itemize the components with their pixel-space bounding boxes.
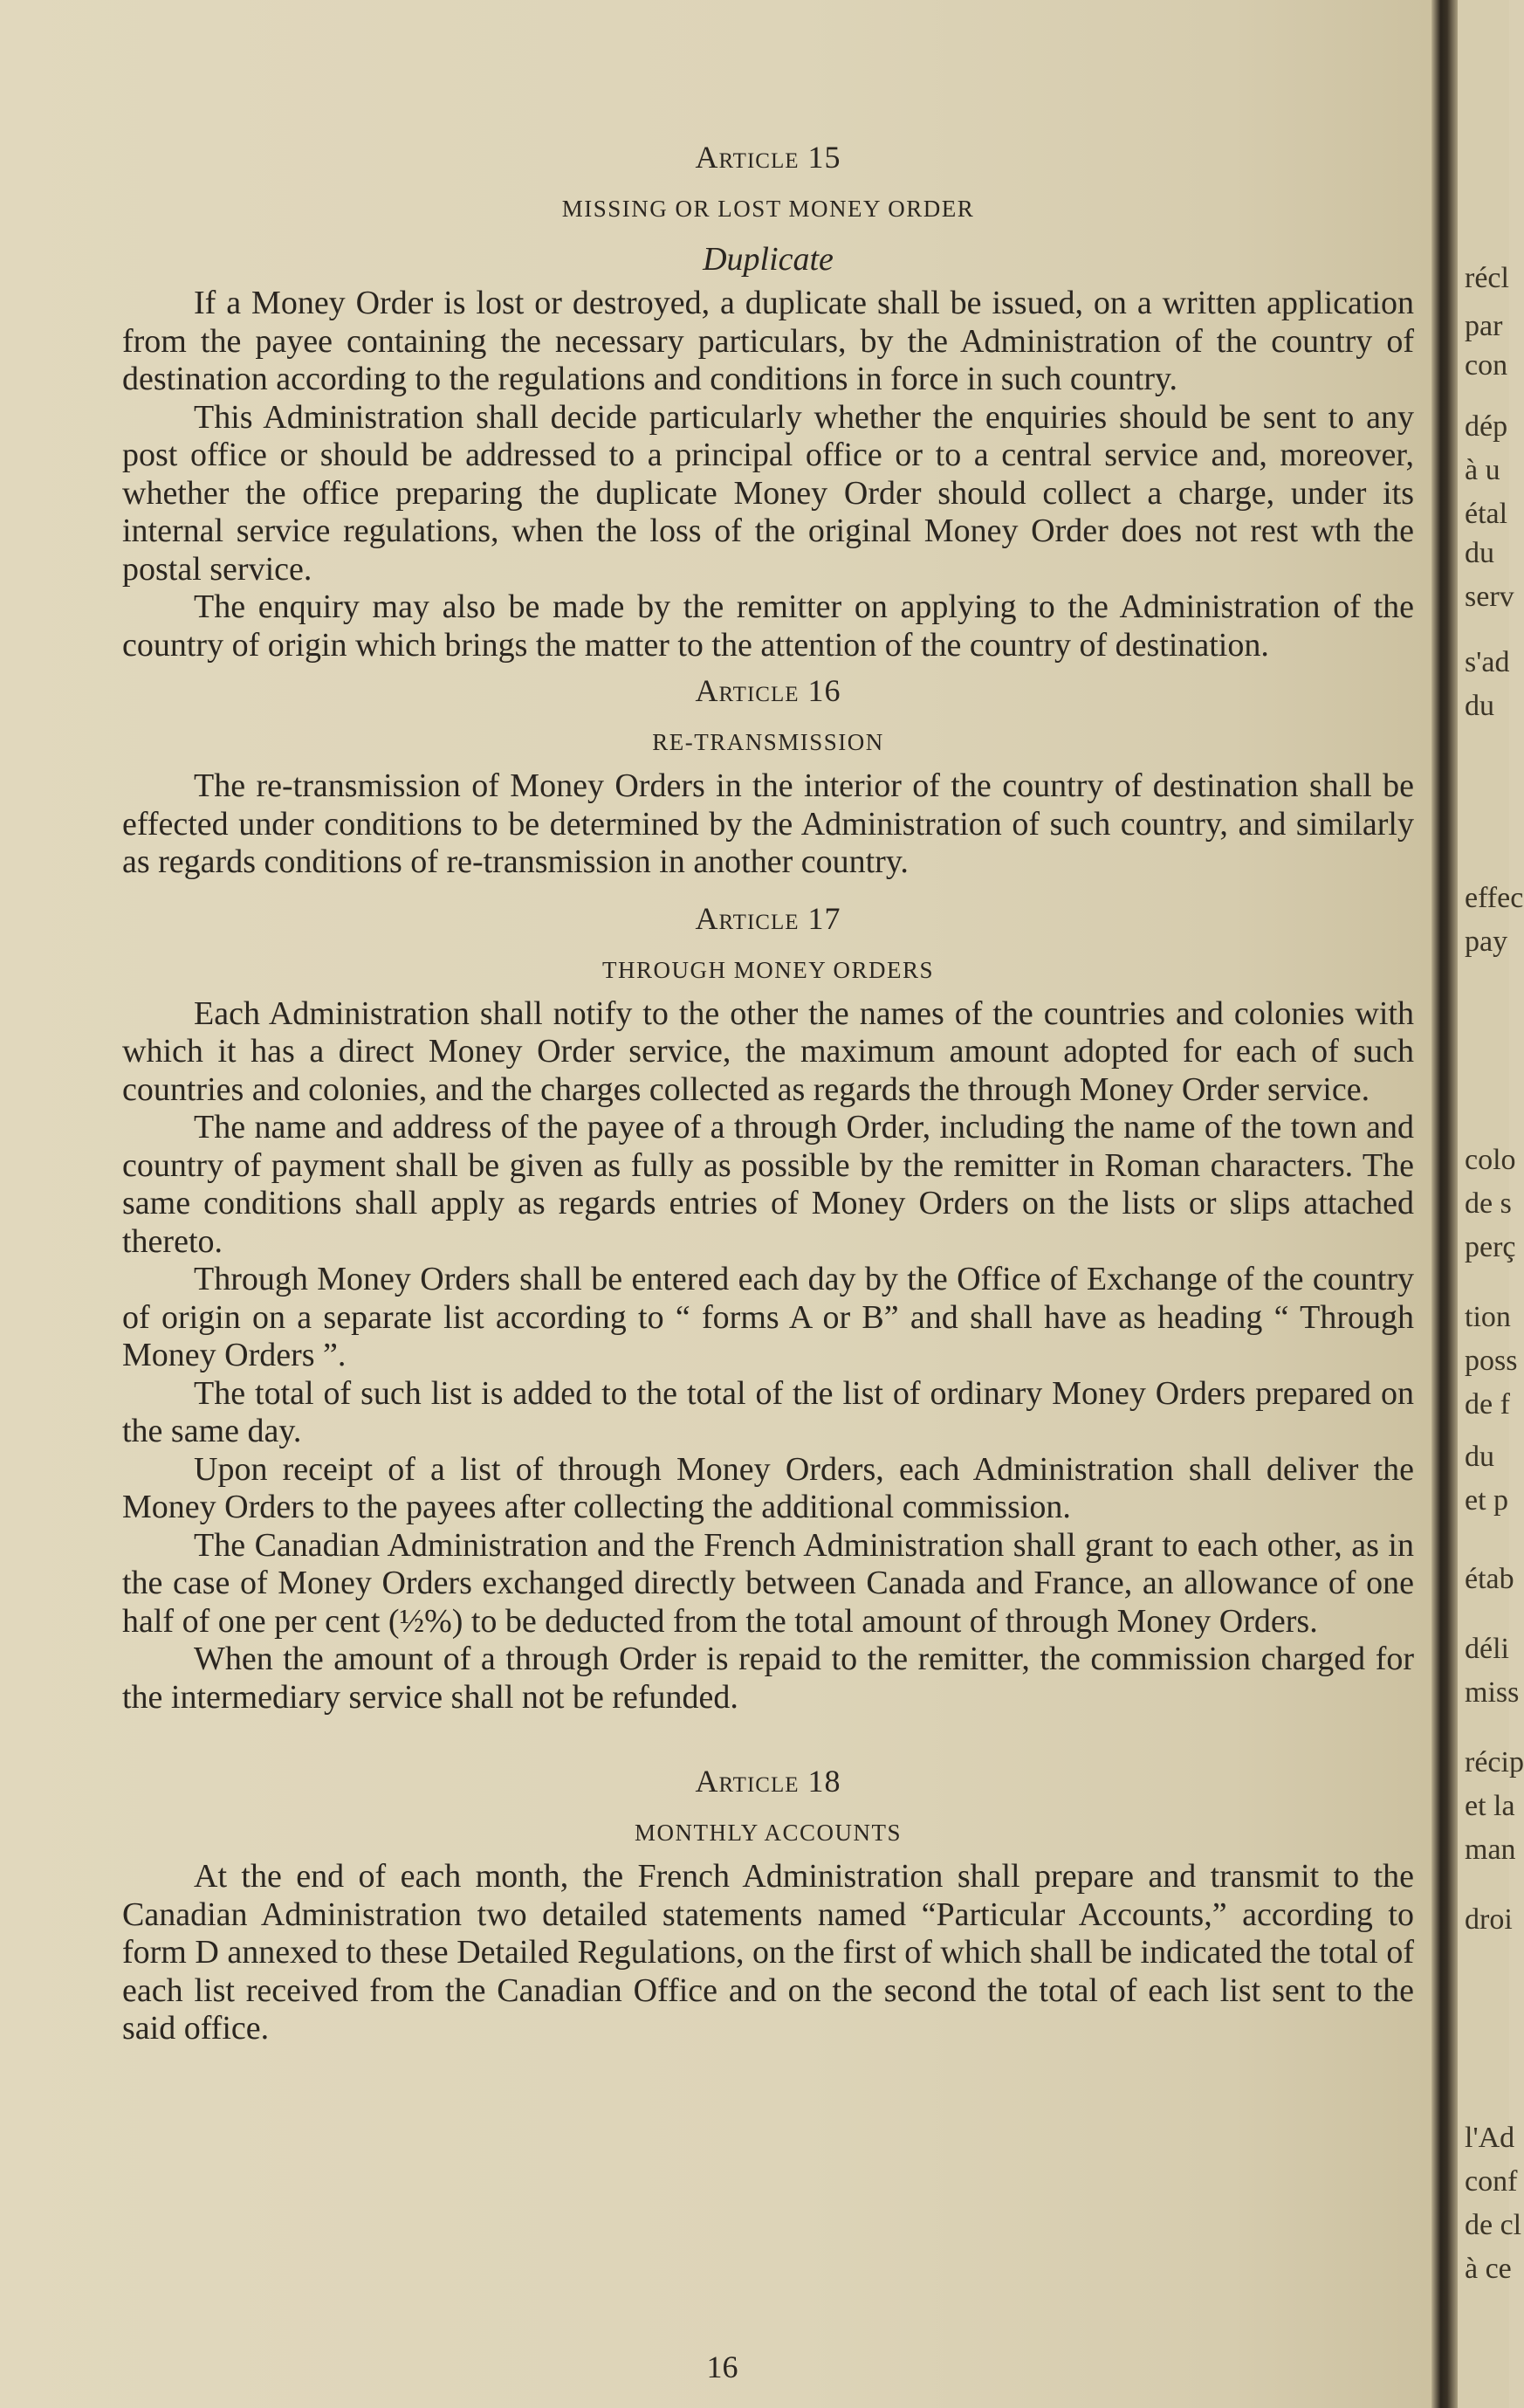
- facing-page-fragment: de f: [1465, 1388, 1510, 1421]
- facing-page-fragment: perç: [1465, 1231, 1516, 1263]
- article-17-title: Article 17: [695, 900, 841, 936]
- article-17-paragraph-4: The total of such list is added to the total of the list of ordinary Money Orders prepared on the same day.: [122, 1374, 1414, 1449]
- page-content: [122, 131, 1414, 2048]
- facing-page-edge: [1458, 0, 1524, 2408]
- facing-page-fragment: de cl: [1465, 2209, 1522, 2241]
- article-17-paragraph-2: The name and address of the payee of a through Order, including the name of the town and country of payment shall be given as fully as possible by the remitter in Roman characters. The same conditions shall apply as regards entries of Money Orders on the lists or slips attached thereto.: [122, 1109, 1414, 1260]
- facing-page-fragment: serv: [1465, 581, 1514, 613]
- facing-page-fragment: l'Ad: [1465, 2122, 1515, 2154]
- facing-page-fragment: récip: [1465, 1746, 1524, 1778]
- article-17-paragraph-5: Upon receipt of a list of through Money Orders, each Administration shall deliver the Money Orders to the payees after collecting the additional commission.: [122, 1450, 1414, 1525]
- article-18-paragraph-1: At the end of each month, the French Administration shall prepare and transmit to the Canadian Administration two detailed statements named “Particular Accounts,” according to form D annexed to these Detailed Regulations, on the first of which shall be indicated the total of each list received from the Canadian Office and on the second the total of each list sent to the said office.: [122, 1858, 1414, 2047]
- article-15-paragraph-2: This Administration shall decide particularly whether the enquiries should be sent to any post office or should be addressed to a principal office or to a central service and, moreover, whether the office preparing the duplicate Money Order should collect a charge, under its internal service regulations, when the loss of the original Money Order does not rest wth the postal service.: [122, 398, 1414, 588]
- facing-page-fragment: récl: [1465, 262, 1509, 294]
- facing-page-fragment: du: [1465, 690, 1494, 722]
- facing-page-fragment: déli: [1465, 1633, 1509, 1665]
- facing-page-fragment: dép: [1465, 410, 1508, 443]
- facing-page-fragment: man: [1465, 1834, 1516, 1866]
- article-17-paragraph-3: Through Money Orders shall be entered each day by the Office of Exchange of the country of origin on a separate list according to “ forms A or B” and shall have as heading “ Through Money Orders ”.: [122, 1261, 1414, 1373]
- article-17-paragraph-7: When the amount of a through Order is repaid to the remitter, the commission charged for the intermediary service shall not be refunded.: [122, 1641, 1414, 1716]
- article-18-title: Article 18: [695, 1764, 841, 1799]
- article-15-subheading: Duplicate: [703, 241, 834, 278]
- facing-page-fragment: du: [1465, 1441, 1494, 1473]
- article-17-heading: THROUGH MONEY ORDERS: [601, 956, 934, 983]
- article-15-heading: MISSING OR LOST MONEY ORDER: [561, 196, 975, 222]
- facing-page-fragment: du: [1465, 537, 1494, 569]
- facing-page-fragment: colo: [1465, 1144, 1516, 1176]
- facing-page-fragment: s'ad: [1465, 646, 1510, 678]
- facing-page-fragment: et p: [1465, 1484, 1509, 1517]
- facing-page-fragment: con: [1465, 349, 1508, 382]
- article-15-title: Article 15: [695, 140, 841, 175]
- facing-page-fragment: et la: [1465, 1790, 1515, 1822]
- article-15-paragraph-1: If a Money Order is lost or destroyed, a duplicate shall be issued, on a written application from the payee containing the necessary particulars, by the Administration of the country of destination according to the regulations and conditions in force in such country.: [122, 285, 1414, 397]
- page-number: 16: [706, 2350, 738, 2384]
- facing-page-fragment: de s: [1465, 1187, 1512, 1220]
- book-gutter: [1431, 0, 1458, 2408]
- facing-page-fragment: poss: [1465, 1345, 1518, 1377]
- facing-page-fragment: conf: [1465, 2165, 1518, 2198]
- article-17-paragraph-6: The Canadian Administration and the French Administration shall grant to each other, as in the case of Money Orders exchanged directly between Canada and France, an allowance of one half of one per cent (½%) to be deducted from the total amount of through Money Orders.: [122, 1526, 1414, 1640]
- article-16-title: Article 16: [695, 673, 841, 708]
- facing-page-fragment: pay: [1465, 925, 1508, 958]
- facing-page-fragment: étal: [1465, 498, 1508, 530]
- facing-page-fragment: à ce: [1465, 2253, 1512, 2285]
- facing-page-fragment: étab: [1465, 1563, 1514, 1595]
- facing-page-fragment: effec: [1465, 882, 1524, 914]
- article-16-paragraph-1: The re-transmission of Money Orders in the interior of the country of destination shall be effected under conditions to be determined by the Administration of such country, and similarly as regards conditions of re-transmission in another country.: [122, 767, 1414, 880]
- facing-page-fragment: miss: [1465, 1676, 1520, 1709]
- article-18-heading: MONTHLY ACCOUNTS: [634, 1820, 903, 1846]
- facing-page-fragment: à u: [1465, 454, 1500, 486]
- facing-page-fragment: par: [1465, 310, 1503, 342]
- facing-page-fragment: tion: [1465, 1301, 1511, 1333]
- article-15-paragraph-3: The enquiry may also be made by the remitter on applying to the Administration of the country of origin which brings the matter to the attention of the country of destination.: [122, 588, 1414, 664]
- facing-page-fragment: droi: [1465, 1903, 1513, 1936]
- article-16-heading: RE-TRANSMISSION: [652, 729, 884, 755]
- article-17-paragraph-1: Each Administration shall notify to the other the names of the countries and colonies with which it has a direct Money Order service, the maximum amount adopted for each of such countries and colonies, and the charges collected as regards the through Money Order service.: [122, 994, 1414, 1108]
